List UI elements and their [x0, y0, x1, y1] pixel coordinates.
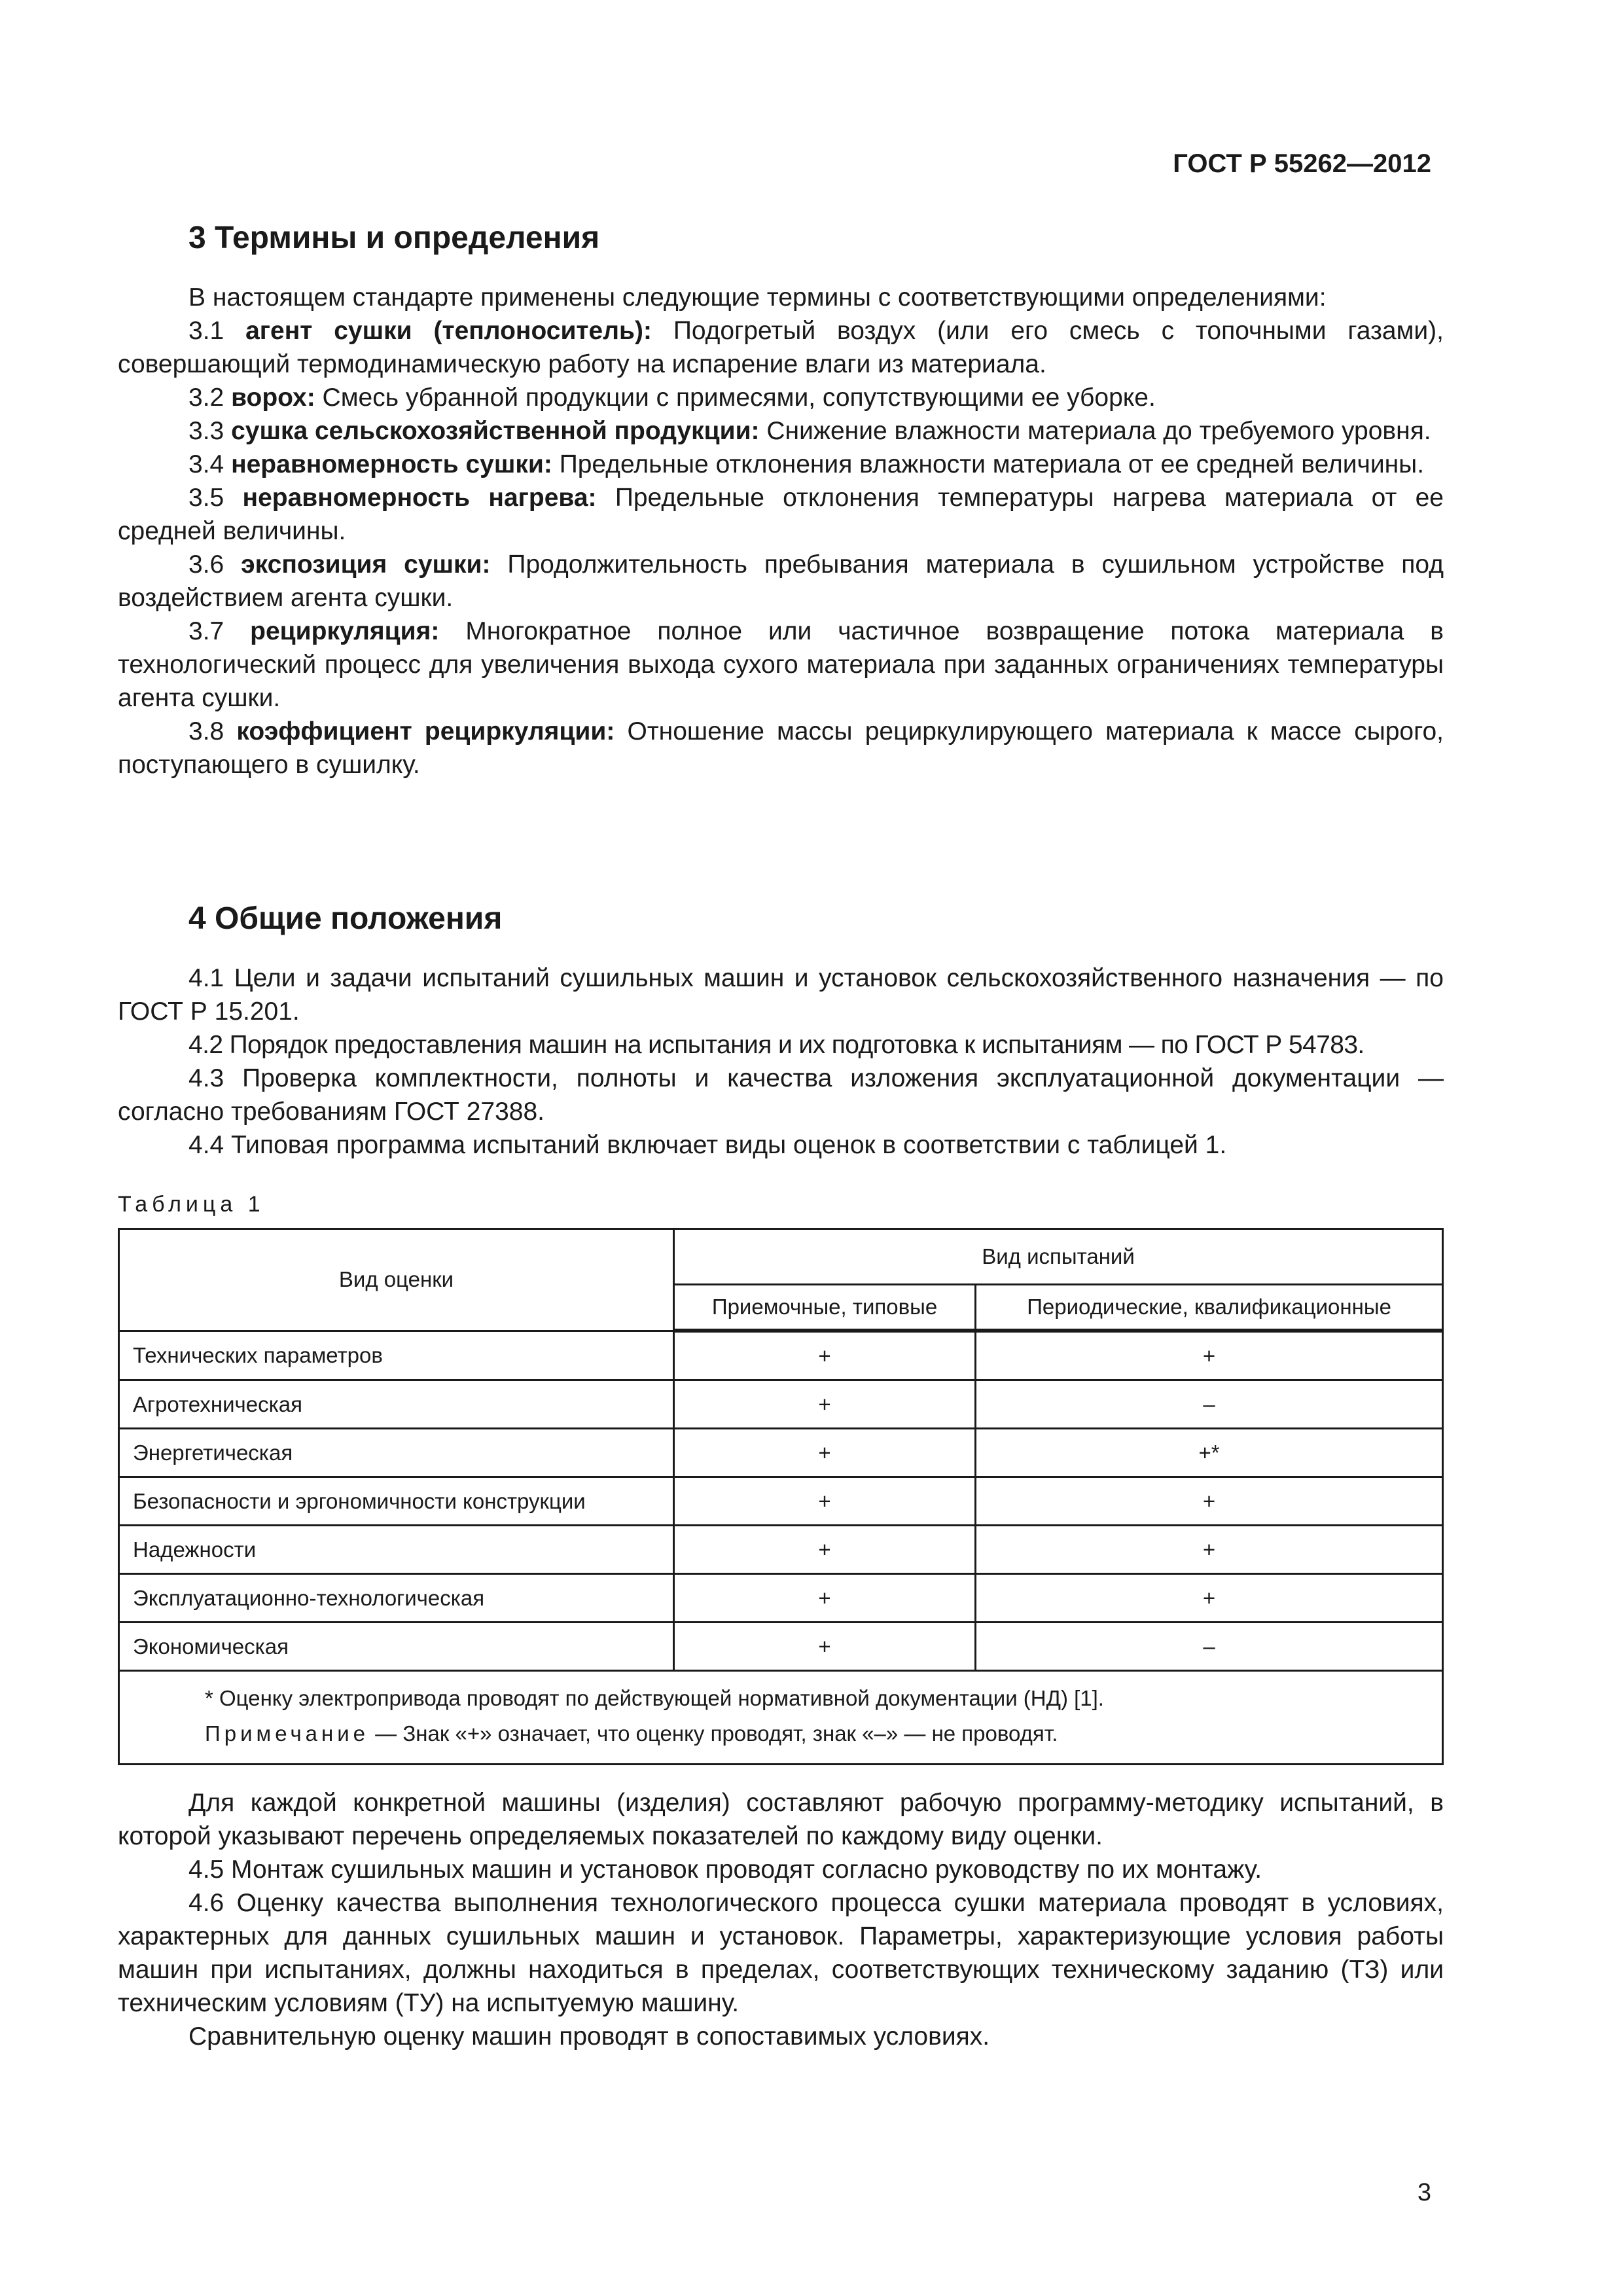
term-number: 3.8 — [188, 717, 224, 745]
comparison-paragraph: Сравнительную оценку машин проводят в сопоставимых условиях. — [188, 2022, 990, 2051]
clause-4-2: 4.2 Порядок предоставления машин на испытания и их подготовка к испытаниям — по ГОСТ Р 54783. — [188, 1031, 1364, 1059]
term-name: неравномерность нагрева: — [242, 484, 597, 512]
evaluation-name: Энергетическая — [119, 1429, 674, 1477]
clause-4-4: 4.4 Типовая программа испытаний включает виды оценок в соответствии с таблицей 1. — [188, 1131, 1227, 1159]
column-header-acceptance: Приемочные, типовые — [674, 1285, 976, 1331]
term-definition: Предельные отклонения температуры нагрева материала от ее средней величины. — [118, 484, 1444, 545]
term-number: 3.6 — [188, 550, 224, 579]
acceptance-mark: + — [674, 1526, 976, 1574]
clause-4-3: 4.3 Проверка комплектности, полноты и качества изложения эксплуатационной документации — согласно требованиям ГОСТ 27388. — [118, 1064, 1444, 1126]
term-3-6 — [118, 548, 1444, 615]
note-text: — Знак «+» означает, что оценку проводят, знак «–» — не проводят. — [369, 1721, 1058, 1746]
term-definition: Отношение массы рециркулирующего материала к массе сырого, поступающего в сушилку. — [118, 717, 1444, 779]
evaluation-table — [118, 1228, 1444, 1765]
term-number: 3.7 — [188, 617, 224, 645]
term-definition: Многократное полное или частичное возвращение потока материала в технологический процесс для увеличения выхода сухого материала при заданных ограничениях температуры агента сушки. — [118, 617, 1444, 712]
acceptance-mark: + — [674, 1574, 976, 1623]
table-row — [119, 1380, 1443, 1429]
evaluation-name: Экономическая — [119, 1623, 674, 1671]
table-row — [119, 1429, 1443, 1477]
acceptance-mark: + — [674, 1380, 976, 1429]
table-caption: Таблица 1 — [118, 1192, 265, 1217]
table-row — [119, 1477, 1443, 1526]
table-row — [119, 1574, 1443, 1623]
acceptance-mark: + — [674, 1623, 976, 1671]
note-label: Примечание — [205, 1721, 370, 1746]
term-3-8 — [118, 715, 1444, 781]
term-definition: Смесь убранной продукции с примесями, сопутствующими ее уборке. — [322, 384, 1156, 412]
periodic-mark: – — [976, 1623, 1443, 1671]
term-definition: Предельные отклонения влажности материала от ее средней величины. — [559, 450, 1425, 478]
term-number: 3.3 — [188, 417, 224, 445]
section-3-intro: В настоящем стандарте применены следующие термины с соответствующими определениями: — [188, 283, 1327, 312]
evaluation-name: Технических параметров — [119, 1331, 674, 1380]
evaluation-name: Агротехническая — [119, 1380, 674, 1429]
table-notes — [119, 1671, 1443, 1765]
term-definition: Снижение влажности материала до требуемого уровня. — [766, 417, 1431, 445]
section-3-title: 3 Термины и определения — [188, 221, 600, 255]
acceptance-mark: + — [674, 1331, 976, 1380]
periodic-mark: – — [976, 1380, 1443, 1429]
section-3 — [118, 220, 1444, 781]
evaluation-name: Безопасности и эргономичности конструкции — [119, 1477, 674, 1526]
table-note — [205, 1716, 1429, 1751]
column-header-test-type: Вид испытаний — [674, 1229, 1443, 1285]
term-name: экспозиция сушки: — [241, 550, 491, 579]
term-name: коэффициент рециркуляции: — [236, 717, 615, 745]
periodic-mark: + — [976, 1526, 1443, 1574]
term-3-4 — [118, 448, 1444, 481]
term-number: 3.2 — [188, 384, 224, 412]
section-4-title: 4 Общие положения — [188, 901, 503, 936]
term-name: агент сушки (теплоноситель): — [245, 317, 652, 345]
term-name: неравномерность сушки: — [231, 450, 552, 478]
periodic-mark: + — [976, 1331, 1443, 1380]
periodic-mark: +* — [976, 1429, 1443, 1477]
program-paragraph: Для каждой конкретной машины (изделия) составляют рабочую программу-методику испытаний, в которой указывают перечень определяемых показателей по каждому виду оценки. — [118, 1789, 1444, 1850]
term-name: рециркуляция: — [250, 617, 440, 645]
term-definition: Продолжительность пребывания материала в сушильном устройстве под воздействием агента сушки. — [118, 550, 1444, 612]
clause-4-5: 4.5 Монтаж сушильных машин и установок проводят согласно руководству по их монтажу. — [188, 1856, 1262, 1884]
clause-4-6: 4.6 Оценку качества выполнения технологического процесса сушки материала проводят в условиях, характерных для данных сушильных машин и установок. Параметры, характеризующие условия работы машин при испытаниях, должны находиться в пределах, соответствующих техническому заданию (ТЗ) или техническим условиям (ТУ) на испытуемую машину. — [118, 1889, 1444, 2017]
table-footnote: * Оценку электропривода проводят по действующей нормативной документации (НД) [1]. — [205, 1686, 1104, 1710]
evaluation-name: Надежности — [119, 1526, 674, 1574]
table-row — [119, 1623, 1443, 1671]
term-number: 3.5 — [188, 484, 224, 512]
column-header-evaluation-type: Вид оценки — [119, 1229, 674, 1331]
periodic-mark: + — [976, 1574, 1443, 1623]
term-3-3 — [118, 414, 1444, 448]
acceptance-mark: + — [674, 1429, 976, 1477]
page-number: 3 — [1417, 2179, 1431, 2206]
acceptance-mark: + — [674, 1477, 976, 1526]
term-3-7 — [118, 615, 1444, 715]
term-number: 3.1 — [188, 317, 224, 345]
term-3-1 — [118, 314, 1444, 381]
column-header-periodic: Периодические, квалификационные — [976, 1285, 1443, 1331]
section-4 — [118, 901, 1444, 2053]
evaluation-name: Эксплуатационно-технологическая — [119, 1574, 674, 1623]
term-name: ворох: — [231, 384, 315, 412]
periodic-mark: + — [976, 1477, 1443, 1526]
post-table-text — [118, 1786, 1444, 2053]
table-row — [119, 1331, 1443, 1380]
term-name: сушка сельскохозяйственной продукции: — [231, 417, 760, 445]
clause-4-1: 4.1 Цели и задачи испытаний сушильных машин и установок сельскохозяйственного назначения — по ГОСТ Р 15.201. — [118, 964, 1444, 1026]
document-code: ГОСТ Р 55262—2012 — [1173, 149, 1431, 178]
term-number: 3.4 — [188, 450, 224, 478]
term-definition: Подогретый воздух (или его смесь с топочными газами), совершающий термодинамическую работу на испарение влаги из материала. — [118, 317, 1444, 378]
term-3-2 — [118, 381, 1444, 414]
table-row — [119, 1526, 1443, 1574]
term-3-5 — [118, 481, 1444, 548]
